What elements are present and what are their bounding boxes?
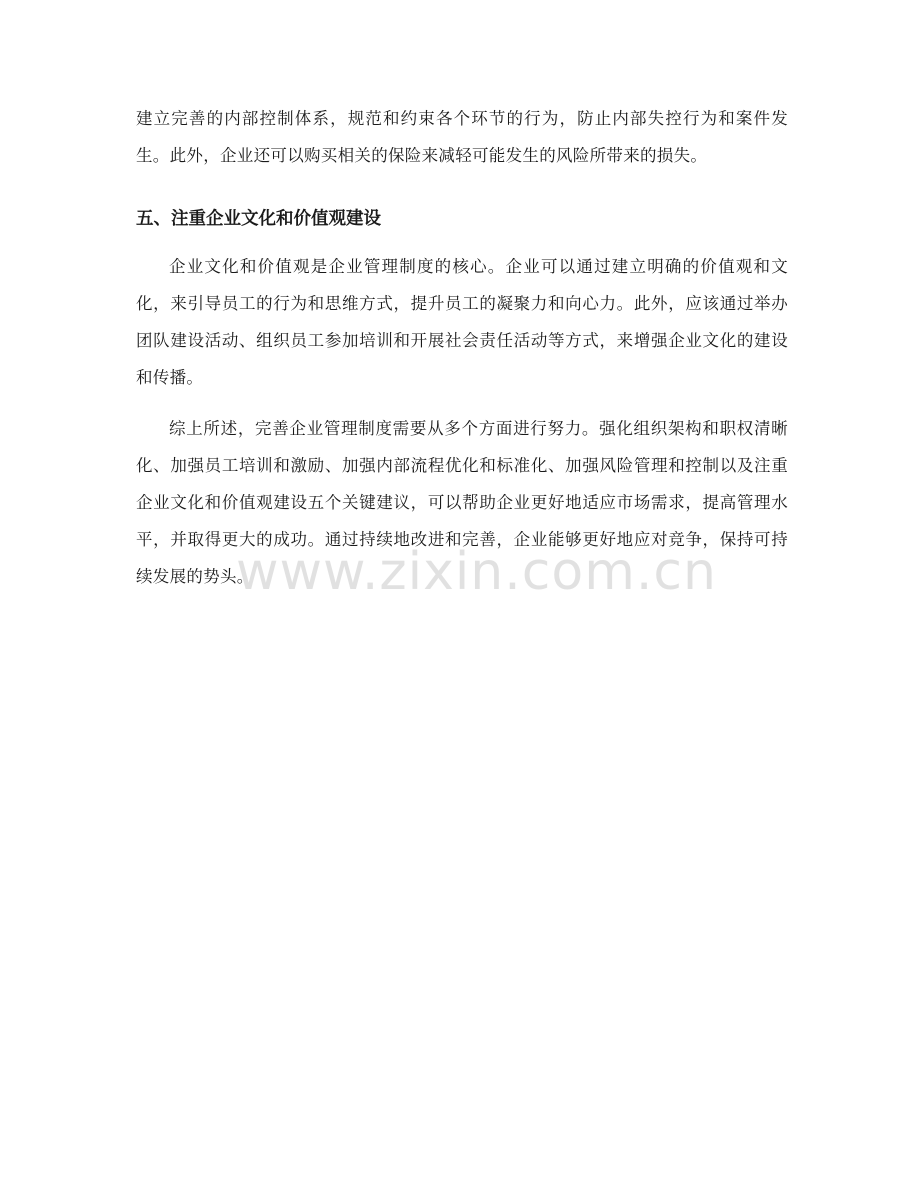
site-watermark: www.zixin.com.cn [236,542,717,602]
paragraph-culture-values: 企业文化和价值观是企业管理制度的核心。企业可以通过建立明确的价值观和文化，来引导员工的行为和思维方式，提升员工的凝聚力和向心力。此外，应该通过举办团队建设活动、组织员工参加培训和开展社会责任活动等方式，来增强企业文化的建设和传播。 [136,257,788,387]
spacer [136,174,788,188]
spacer [136,396,788,410]
document-body [136,100,788,595]
paragraph-risk-control-continued: 建立完善的内部控制体系，规范和约束各个环节的行为，防止内部失控行为和案件发生。此外，企业还可以购买相关的保险来减轻可能发生的风险所带来的损失。 [136,109,788,165]
paragraph-conclusion: 综上所述，完善企业管理制度需要从多个方面进行努力。强化组织架构和职权清晰化、加强员工培训和激励、加强内部流程优化和标准化、加强风险管理和控制以及注重企业文化和价值观建设五个关键建议，可以帮助企业更好地适应市场需求，提高管理水平，并取得更大的成功。通过持续地改进和完善，企业能够更好地应对竞争，保持可持续发展的势头。 [136,419,788,586]
section-heading-culture: 五、注重企业文化和价值观建设 [136,209,381,229]
